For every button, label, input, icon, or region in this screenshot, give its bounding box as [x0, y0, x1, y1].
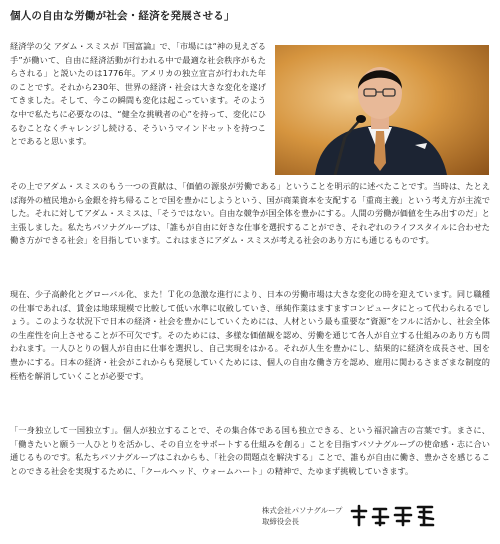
role-title: 取締役会長: [262, 517, 299, 526]
article-title: 個人の自由な労働が社会・経済を発展させる」: [10, 10, 235, 22]
handwritten-signature: [348, 503, 438, 529]
speaker-photo: [275, 45, 489, 175]
speaker-photo-icon: [275, 45, 489, 175]
paragraph-labor-value: その上でアダム・スミスのもう一つの貢献は、「価値の源泉が労働である」ということを明示的に述べたことです。当時は、たとえば海外の植民地から金銀を持ち帰ることで国を豊かにしようという、国が商業資本を支配する「重商主義」という考え方が主流でした。それに対してアダム・スミスは、「そうではない。自由な競争が国全体を豊かにする。人間の労働が価値を生み出すのだ」と主張しました。私たちパソナグループは、「誰もが自由に好きな仕事を選択することができ、それぞれのライフスタイルに合わせた働き方ができる社会」を目指しています。これはまさにアダム・スミスが考える社会のあり方にも通じるものです。: [10, 181, 490, 246]
signature-block: [262, 505, 342, 527]
paragraph-independence: 「一身独立して一国独立す」。個人が独立することで、その集合体である国も独立できる、という福沢諭吉の言葉です。まさに、「働きたいと願う一人ひとりを活かし、その自立をサポートする仕組みを創る」ことを目指すパソナグループの使命感・志に合い通じるものです。私たちパソナグループはこれからも、「社会の問題点を解決する」ことで、誰もが自由に働き、豊かさを感じることのできる社会を実現するために、「クールヘッド、ウォームハート」の精神で、たゆまず挑戦していきます。: [10, 425, 490, 476]
company-name: 株式会社パソナグループ: [262, 506, 343, 515]
paragraph-intro: 経済学の父 アダム・スミスが『国富論』で、「市場には“神の見えざる手”が働いて、自由に経済活動が行われる中で最適な社会秩序がもたらされる」と説いたのは1776年。アメリカの独立宣言が行われた年のことです。それから230年、世界の経済・社会は大きな変化を遂げてきました。そして、今この瞬間も変化は起こっています。そのような中で私たちに必要なのは、“健全な挑戦者の心”を持って、変化にひるむことなくチャレンジし続ける、そういうマインドセットを持つことであると思います。: [10, 41, 266, 147]
paragraph-labor-market: 現在、少子高齢化とグローバル化、また！Ｔ化の急激な進行により、日本の労働市場は大きな変化の時を迎えています。同じ職種の仕事であれば、賃金は地球規模で比較して低い水準に収斂していき、単純作業はますますコンピュータにとって代わられるでしょう。このような状況下で日本の経済・社会を豊かにしていくためには、人材という最も重要な“資源”をフルに活かし、社会全体の生産性を向上させることが不可欠です。そのためには、多様な価値観を認め、労働を通じて各人が自立する仕組みのあり方も問われます。一人ひとりの個人が自由に仕事を選択し、自己実現をはかる。それが人生を豊かにし、結果的に経済を成長させ、国を豊かにする。日本の経済・社会がこれからも発展していくためには、個人の自由な働き方を認め、雇用に関わるさまざまな制度的桎梏を解消していくことが必要です。: [10, 289, 490, 381]
